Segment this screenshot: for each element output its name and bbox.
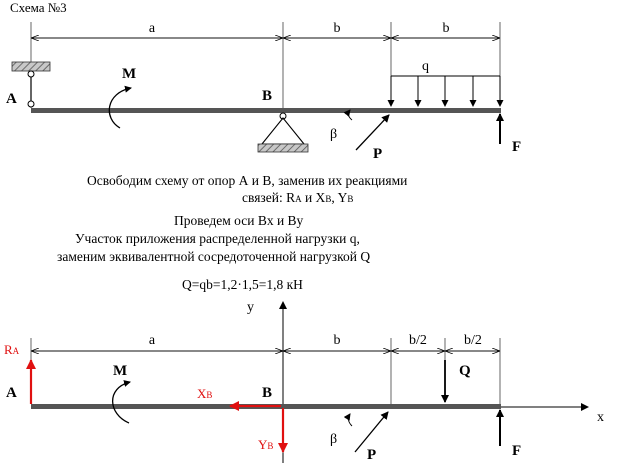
label-b-top: B (262, 88, 273, 104)
label-a-bottom: A (6, 385, 17, 401)
label-m-bottom: M (113, 363, 128, 379)
label-m-top: M (122, 66, 137, 82)
dim-b-bottom: b (333, 333, 341, 348)
label-f-top: F (512, 139, 522, 155)
force-p-bottom (355, 412, 388, 452)
support-a-hatch (12, 62, 50, 71)
label-p-bottom: P (367, 447, 377, 463)
beam-top (31, 108, 501, 113)
label-yb: YB (258, 437, 274, 452)
label-xb: XB (197, 386, 213, 401)
dim-b2-top: b (442, 21, 450, 36)
dim-a-bottom: a (148, 333, 156, 348)
text-line-6: Q=qb=1,2·1,5=1,8 кН (182, 277, 303, 292)
label-q-top: q (422, 59, 429, 74)
bottom-scheme (4, 300, 604, 463)
label-beta-bottom: β (330, 432, 338, 447)
text-line-1: Освободим схему от опор А и В, заменив их реакциями (87, 173, 408, 188)
support-b-hatch (258, 144, 308, 152)
text-line-5: заменим эквивалентной сосредоточенной нагрузкой Q (57, 249, 371, 264)
label-beta-top: β (330, 127, 338, 142)
label-f-bottom: F (512, 443, 522, 459)
moment-m-bottom (113, 382, 130, 423)
axis-y-label: y (247, 300, 254, 315)
text-line-3: Проведем оси Bx и By (174, 213, 304, 228)
support-b-triangle (262, 118, 304, 144)
label-ra: RA (4, 342, 20, 357)
label-b-bottom: B (262, 385, 273, 401)
dim-b1-top: b (333, 21, 341, 36)
label-a-top: A (6, 91, 17, 107)
dim-b2a-bottom: b/2 (409, 333, 427, 348)
scheme-title: Схема №3 (10, 0, 67, 15)
angle-beta-arc-bottom (348, 414, 352, 426)
dim-b2b-bottom: b/2 (464, 333, 482, 348)
top-scheme (6, 21, 521, 162)
distributed-load-arrows (391, 76, 500, 106)
label-p-top: P (373, 146, 383, 162)
text-line-4: Участок приложения распределенной нагрузки q, (75, 231, 360, 246)
dim-a-top: a (148, 21, 156, 36)
label-q-bottom: Q (459, 363, 471, 379)
axis-x-label: x (597, 410, 604, 425)
explanation-text (57, 173, 407, 292)
force-p-top (356, 115, 389, 150)
text-line-2: связей: RA и XB, YB (242, 190, 354, 205)
